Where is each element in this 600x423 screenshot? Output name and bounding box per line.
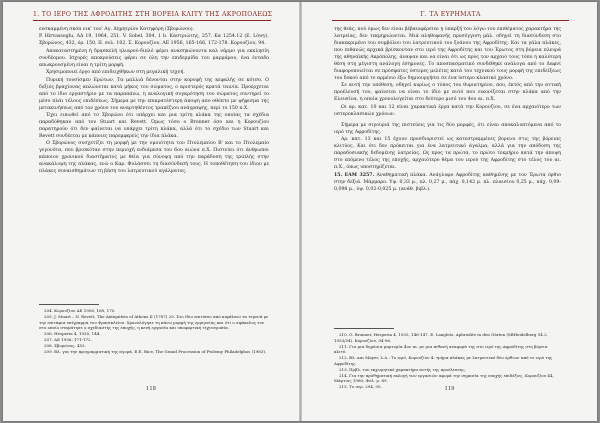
left-paragraph-7: Ο Σβορώνος συσχετίζει τη μορφή με την ομοιότητα του Πτολεμαίου Β' και το Πτολεμαίο γεγονότα, που βρισκόταν στην περιοχή ενδιάμεσα του 6ου αιώνα π.Χ. Πιστεύει ότι άνθρωποι κάποιου χρονικού διαστήματος με θεία για σύνοψη από την παράδοση της τριπλής στην ανακάλυψη της πλάκας, ενώ ο Καρ. Φυλάσσει τη διασύνδεσή τους. Η τοποθέτηση του ίδιου με πλάκες συναισθημάτων τη βάση του λατρευτικού αγάλματος. xyxy=(39,141,269,175)
right-footnotes xyxy=(334,328,561,390)
footnote-205: 205. J. Stuart – N. Revett, The Antiquities of Athens II (1787) 29. Στο ίδιο επιτύπιο από κιφάλαιο τα τεμενά με την επιτάφια επίγραμμα του Φρασικλείου. Χρονολόγησε τη πάνω μορφή της ερμηνείας και ότι ο σφάκελος του στο οποίο σταμάτησε ο σχεδιαστής της εποχής, η κενή εργασία και υποφορτική τεχνοτροπία. xyxy=(39,313,269,331)
footnote-214: 214. Για την προθηματική εκλογή των εργασιών αφορά την σημασία της εποχής επιδέξιες, Κορουζίου 44, Μάρτιος 1960, Φυλ. μ. 89. xyxy=(334,372,554,384)
right-paragraph-2: Σε αυτή την υπόθεση, οδηγεί κυρίως ο τύπος του θυμιατηρίου, που, έκτός από την αττική προέλευσή του, φαίνεται να είναι το ίδιο με αυτό που εικονίζεται στην πλάκα από την Ελευσίνα, η οποία χρονολογείται στο δεύτερο μισό του 4ου αι. π.Χ. xyxy=(334,83,561,103)
right-page xyxy=(302,2,597,421)
left-running-head: 1. ΤΟ ΙΕΡΟ ΤΗΣ ΑΦΡΟΔΙΤΗΣ ΣΤΗ ΒΟΡΕΙΑ ΚΛΙΤΥ ΤΗΣ ΑΚΡΟΠΟΛΕΩΣ xyxy=(33,11,271,21)
right-page-number: 119 xyxy=(444,386,455,392)
footnote-210: 210. O. Bronner, Hesperia 4, 1935, 146-147. E. Langlotz, Aphrodite in den Gärten (SBHeidelberg 54.2, 1953/54). Κορουζίου, 94-96. xyxy=(334,332,548,343)
footnote-213: 213. Πρβλ. τον εκχωρητικό χαρακτήρα αυτής της προέλευσης. xyxy=(339,366,466,372)
left-page-number: 118 xyxy=(146,386,156,392)
footnote-215: 215. Το σερ. 294, 95. xyxy=(339,384,382,390)
right-running-head: Γ. ΤΑ ΕΥΡΗΜΑΤΑ xyxy=(332,11,569,21)
catalog-entry-15 xyxy=(334,172,561,193)
left-page xyxy=(3,2,299,421)
left-body-text xyxy=(39,26,269,176)
footnote-207: 207. ΑΕ 1956, 171-172. xyxy=(44,336,92,342)
left-paragraph-1: ενσκαμμένη σκόπ νικ' του' Αγ. Δημητρίου Κατηφόρη (Σβορώνου). xyxy=(39,27,195,32)
right-paragraph-4: Σήμερα με σιγουριά της πιστεύεις για τις δύο μορφές, ότι είναι αποκαλυπτόμενα από το ιερό της Αφροδίτης. xyxy=(334,122,561,135)
left-paragraph-6: Έχει ειπωθεί από το Σβορώνο ότι υπάρχει και μια τρίτη πλάκα της οποίας τα σχέδια παραδόθηκαν από τον Stuart και Revett. Όμως τόσο ο Bronner όσο και η Κορουζίου παρατηρούν ότι δεν φαίνεται να υπάρχει τρίτη πλάκα, αλλά ότι το σχέδιο των Stuart και Revett συνδέεται με κάποιες παρεμφερείς την ίδια πλάκα. xyxy=(39,112,269,139)
left-footnotes xyxy=(39,304,269,354)
left-paragraph-4: Χρησιμοποιεί έργο από επιδειχθήκων στη μεγαλική τεχνή. xyxy=(46,70,185,76)
footnote-206: 206. Hesperia 4, 1935, 144. xyxy=(44,331,101,337)
book-spread xyxy=(3,2,597,421)
right-footnote-rule xyxy=(334,328,394,329)
right-paragraph-1: της θεάς, πού όμως δεν είναι βέβαιοφέρεται η ύπαρξή του λόγω του επιθέματος χαρακτήρα της λατρείας, δεν τεκμηριώνεται. Μιά αληθοφανής προσέγγιση μάλ. οδηγεί τη διασύνδεση στο διακεκριμένο του συμβόλου του λατρευτικού του ξοάνου της Αφροδίτης. Και τα γάλα πλάκες, που πιθανώς αρχικά βρίσκονταν στο ιερό της Αφροδίτης και του Έρωτος στη βόρεια πλευρά της αθηναϊκής Ακρόπολης, άναψαν και να είναι ότι ως προς τον αρχαιό τους τόπο η καλύτερη θέση στη μέγιστη ανάλογη έσημονες. Το αποσπασματικό συνδέθηκε ανάλογα από το Δαφνί διαφοροποιείται σε πρόσφατες ύστερες μελέτες κατά του τεχνικού τους μορφή της επιδείξεως του δοκού από το αρμένιο έξω δημιουργήσει σε ένα ύστερο κλασικό χρόνο. xyxy=(334,27,561,81)
footnote-211: 211. Για μια δημόσια μαρτυρία 4ου αι. με μια πιθανή αναφορά της στο ιερό της Αφροδίτης στη βόρεια κλιτύ. xyxy=(334,343,548,355)
catalog-entry-description: Αναθηματική πλάκα. Ανάγλυφο Αφροδίτης καθημένης με τον Έρωτα όρθιο στην δεξιά. Μάρμαρο. Υψ. 0,33 μ., πλ. 0,27 μ., πάχ. 0,142 μ. πλ. πλαισίου 0,25 μ., πάχ. 0,09-0,098 μ., ύψ. 0,02-0,025 μ. (ανάθ. βιβλ.). xyxy=(334,172,562,192)
footnote-212: 212. Βλ. και Mayer, L.Δ.: Το ιερό, Κορουζίου 4: τμήμα πλάκας με λατρευτικό δύο όρθιων από το ιερό της Αφροδίτης. xyxy=(334,355,553,366)
left-footnote-rule xyxy=(39,304,99,305)
footnote-209: 209. Βλ. για την προγραμματική της αγορά, E.E. Rice, The Grand Procession of Ptolemy Philadelphos (1983). xyxy=(44,348,267,354)
left-paragraph-3: Αποκαταστημένη ή δρασκελή ηλιαρού-διπλό φέρει ανασηκώνοντα καλ νάρμο για εκκλησίη συνδέομου. Ισχυρές αποκρούσεις φέρει σε όλη την επιδερμίδα του μαρμάρου, ένα ένταδο απωκρουσμένη είναι η τρίτη μορφή. xyxy=(39,48,269,68)
right-body-text xyxy=(334,26,561,193)
catalog-entry-title: 15. ΕΑΜ 3257. xyxy=(334,172,375,178)
footnote-208: 208. Σβορώνος, 453. xyxy=(44,342,86,348)
left-paragraph-2: P. Hirvassoglu, ΑΔ 19, 1964, 251. V. Sobel, 304, 1 b. Καστριώτης, 257. Κα 1254.12 (Ε. Löwy). Σβορώνος, 432, όρ. 150, ΙΙ. σελ. 102. Σ. Κορουζίου, ΑΕ 1956, 165-166, 172-178. Κορουζίου, 94. xyxy=(39,34,269,47)
right-paragraph-5: Αρ. κατ. 13 και 15 έχουν προσδιοριστεί ως κατεστραμμένες βορειοι στις της βόρειας κλιτύος. Και ότι δεν πρόκειται για ένα λατρευτικό άγαλμα, αλλά για την απόδοση της παραδοσιακής δεδομένης λατρείας. Ως προς τα πρώτα, το πρώτο τεκμήριο κατά την άποψη στο επόμενο τέλος της εποχής, αρχαιότερο θέμα του ιερού της Αφροδίτης στο τέλος του αι. π.Χ., όπως υποστηρίζεται. xyxy=(334,137,561,171)
footnote-204: 204. Κορουζίου ΑΕ 1956, 168, 170. xyxy=(44,308,116,313)
left-paragraph-5: Πυρική τουσίσμεν Ερώτων. Τα μαλλιά δένονται στην κορυφή της κεφαλής σε κότσο. Ο δεξιός βραχίονας απλώνεται κατά μήκος του σώματος, ο αριστερός κρατά ταινία. Προέρχεται από το ίδιο εργαστήριο με τα παραπάνω, η αναλογική συγκρότηση του σώματος συντηρεί το μέσο πλάι τέλους επιδέσεως. Σήμερα με την επικρατέστερη άποψη απο οθόπτο με ψήφισμα της μετακινήσεως από τον χρόνο του αναρτηθέντος τραπέζιου ανάγραψης, περί το 150 π.Χ. xyxy=(39,77,269,111)
right-paragraph-3: Οι αρ. κατ. 10 και 12 είναι χαρακτικά έργα κατά την Κορουζίου, σε ένα αρχαιότερο των υστεροκλασικών χρόνων. xyxy=(334,104,561,117)
